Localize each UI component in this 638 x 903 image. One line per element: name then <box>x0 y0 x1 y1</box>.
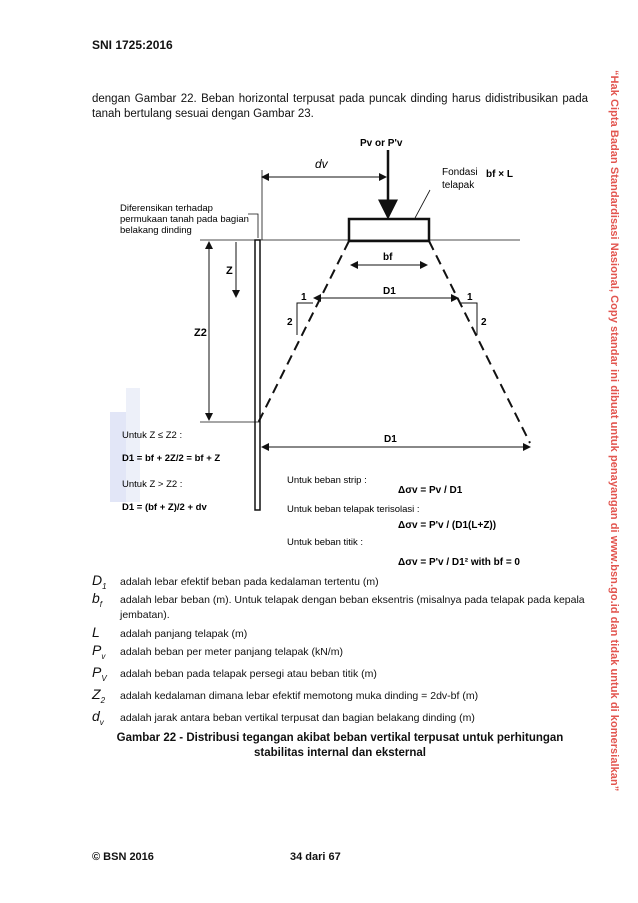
isolated-formula: Δσv = P'v / (D1(L+Z)) <box>398 520 497 531</box>
footer-copyright: © BSN 2016 <box>92 851 154 863</box>
definition-row: $P_v$ adalah beban per meter panjang telapak (kN/m) <box>92 642 343 661</box>
point-formula: Δσv = P'v / D1² with bf = 0 <box>398 557 520 568</box>
z-label: Z <box>226 265 233 277</box>
bf-label: bf <box>383 252 393 263</box>
isolated-label: Untuk beban telapak terisolasi : <box>287 504 420 515</box>
d1-upper-label: D1 <box>383 286 396 297</box>
definition-row: $Z_2$ adalah kedalaman dimana lebar efektif memotong muka dinding = 2dv-bf (m) <box>92 686 479 705</box>
z2-label: Z2 <box>194 327 207 339</box>
point-label: Untuk beban titik : <box>287 537 364 548</box>
svg-text:2: 2 <box>481 317 487 328</box>
standard-number: SNI 1725:2016 <box>92 38 173 52</box>
case1-label: Untuk Z ≤ Z2 : <box>122 430 183 441</box>
dv-label: dv <box>315 157 328 171</box>
definition-row: $b_f$ adalah lebar beban (m). Untuk telapak dengan beban eksentris (misalnya pada telapak pada kepala jembatan). <box>92 590 585 621</box>
spread-line-left <box>257 241 349 425</box>
differentiated-label: Diferensikan terhadap permukaan tanah pada bagian belakang dinding <box>120 203 249 236</box>
definition-row: $P_V$ adalah beban pada telapak persegi atau beban titik (m) <box>92 664 377 683</box>
definitions-list <box>92 572 602 730</box>
footing-dims: bf × L <box>486 169 513 180</box>
svg-text:1: 1 <box>301 292 307 303</box>
spread-line-right <box>429 241 530 443</box>
case2-label: Untuk Z > Z2 : <box>122 479 183 490</box>
strip-formula: Δσv = Pv / D1 <box>398 485 463 496</box>
svg-text:2: 2 <box>287 317 293 328</box>
intro-paragraph: dengan Gambar 22. Beban horizontal terpusat pada puncak dinding harus didistribusikan pada tanah bertulang sesuai dengan Gambar 23. <box>92 93 588 120</box>
definition-row: L adalah panjang telapak (m) <box>92 624 248 640</box>
copyright-watermark: “Hak Cipta Badan Standardisasi Nasional, Copy standar ini dibuat untuk penayangan di www.bsn.go.id dan tidak untuk di komersialkan” <box>608 70 620 792</box>
d1-lower-label: D1 <box>384 434 397 445</box>
case2-formula: D1 = (bf + Z)/2 + dv <box>122 502 207 513</box>
footing-label: Fondasi telapak <box>442 167 478 191</box>
svg-text:1: 1 <box>467 292 473 303</box>
footing <box>349 219 429 241</box>
figure-caption: Gambar 22 - Distribusi tegangan akibat beban vertikal terpusat untuk perhitungan stabilitas internal dan eksternal <box>116 732 564 759</box>
load-label: Pv or P'v <box>360 138 403 149</box>
footer-page-number: 34 dari 67 <box>290 851 341 863</box>
strip-label: Untuk beban strip : <box>287 475 367 486</box>
definition-row: $d_v$ adalah jarak antara beban vertikal terpusat dan bagian belakang dinding (m) <box>92 708 475 727</box>
wall <box>255 240 260 510</box>
definition-row: $D_1$ adalah lebar efektif beban pada kedalaman tertentu (m) <box>92 572 379 591</box>
case1-formula: D1 = bf + 2Z/2 = bf + Z <box>122 453 221 464</box>
